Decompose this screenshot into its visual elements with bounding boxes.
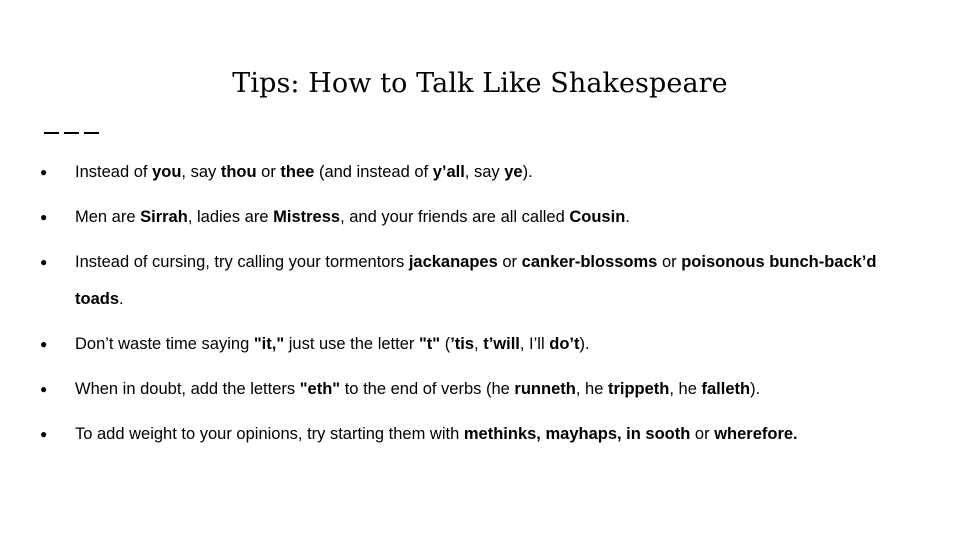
- bullet-text: Instead of: [75, 163, 153, 181]
- bullet-text: ).: [522, 163, 533, 181]
- bullet-text: , I’ll: [519, 335, 550, 353]
- bullet-text: .: [625, 208, 630, 226]
- bullet-text: Men are: [75, 208, 141, 226]
- bullet-text: , ladies are: [187, 208, 274, 226]
- bullet-text: (: [440, 335, 451, 353]
- bullet-text: or: [497, 253, 522, 271]
- bullet-text-bold: t’will: [483, 335, 520, 353]
- bullet-text: or: [256, 163, 281, 181]
- bullet-item: [0, 416, 900, 453]
- bullet-text: ,: [474, 335, 484, 353]
- bullet-item: [0, 154, 900, 191]
- bullet-text-bold: poisonous bunch-back’d toads: [75, 253, 877, 308]
- bullet-text: .: [119, 290, 124, 308]
- bullet-text-bold: Sirrah: [140, 208, 188, 226]
- bullet-text: Instead of cursing, try calling your tormentors: [75, 253, 409, 271]
- bullet-text-bold: ye: [504, 163, 523, 181]
- bullet-text-bold: "it,": [253, 335, 285, 353]
- bullet-text: to the end of verbs (he: [340, 380, 515, 398]
- bullet-marker-icon: ●: [40, 210, 48, 224]
- bullet-text: just use the letter: [284, 335, 419, 353]
- bullet-text-bold: Mistress: [273, 208, 341, 226]
- bullet-item: [0, 371, 900, 408]
- bullet-list: [0, 154, 900, 461]
- bullet-text-bold: thou: [220, 163, 257, 181]
- bullet-text-bold: jackanapes: [408, 253, 498, 271]
- bullet-text-bold: do’t: [549, 335, 580, 353]
- bullet-text-bold: y’all: [432, 163, 465, 181]
- bullet-text: , and your friends are all called: [340, 208, 570, 226]
- slide-title: Tips: How to Talk Like Shakespeare: [232, 68, 728, 99]
- bullet-marker-icon: ●: [40, 165, 48, 179]
- bullet-text: To add weight to your opinions, try starting them with: [75, 425, 464, 443]
- bullet-text-bold: Cousin: [569, 208, 626, 226]
- bullet-text-bold: you: [152, 163, 182, 181]
- bullet-item: [0, 244, 900, 318]
- bullet-text: ).: [750, 380, 761, 398]
- bullet-text: or: [690, 425, 715, 443]
- bullet-text: , say: [464, 163, 505, 181]
- bullet-text-bold: "t": [418, 335, 441, 353]
- bullet-text-bold: runneth: [514, 380, 576, 398]
- rule-dash: [64, 132, 79, 134]
- bullet-item: [0, 199, 900, 236]
- bullet-marker-icon: ●: [40, 337, 48, 351]
- bullet-text: ).: [579, 335, 590, 353]
- title-underline-decoration: [44, 132, 99, 134]
- rule-dash: [44, 132, 59, 134]
- bullet-text-bold: falleth: [701, 380, 751, 398]
- bullet-text-bold: methinks, mayhaps, in sooth: [463, 425, 691, 443]
- bullet-marker-icon: ●: [40, 427, 48, 441]
- bullet-text: , he: [669, 380, 702, 398]
- bullet-text-bold: canker-blossoms: [521, 253, 658, 271]
- bullet-text: (and instead of: [314, 163, 433, 181]
- bullet-text-bold: trippeth: [607, 380, 670, 398]
- bullet-text: When in doubt, add the letters: [75, 380, 300, 398]
- bullet-item: [0, 326, 900, 363]
- bullet-text-bold: "eth": [299, 380, 341, 398]
- rule-dash: [84, 132, 99, 134]
- bullet-text: or: [657, 253, 682, 271]
- bullet-marker-icon: ●: [40, 255, 48, 269]
- bullet-text: , he: [575, 380, 608, 398]
- bullet-text-bold: ’tis: [450, 335, 475, 353]
- bullet-text: Don’t waste time saying: [75, 335, 254, 353]
- bullet-text: , say: [181, 163, 221, 181]
- bullet-text-bold: wherefore.: [714, 425, 798, 443]
- bullet-text-bold: thee: [280, 163, 315, 181]
- bullet-marker-icon: ●: [40, 382, 48, 396]
